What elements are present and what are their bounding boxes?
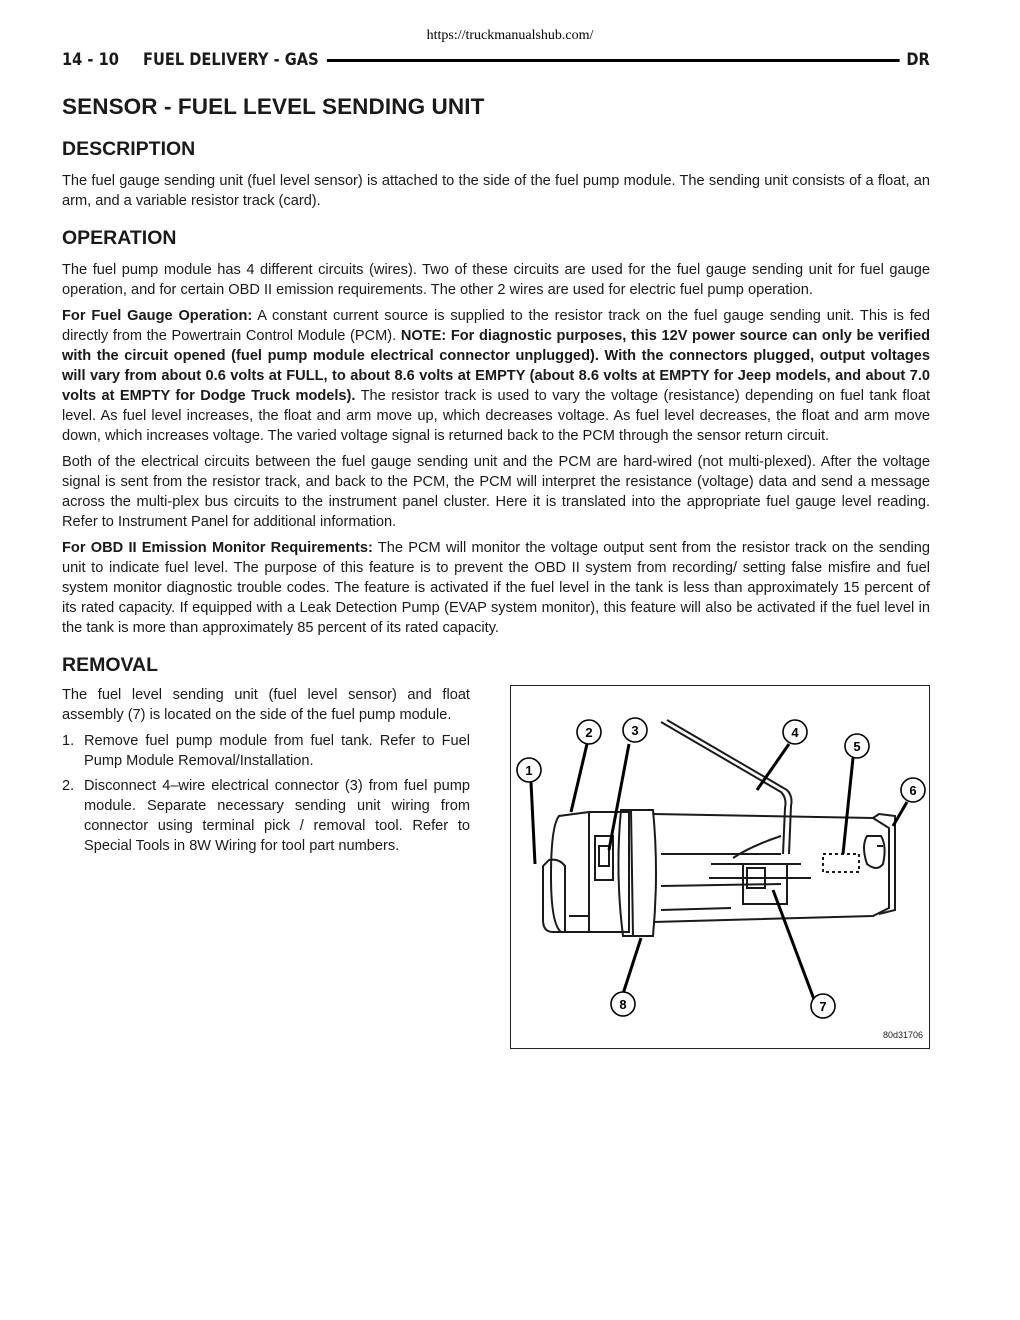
header-rule — [327, 59, 899, 62]
callout-1-label: 1 — [525, 763, 533, 778]
fuel-gauge-operation-text-a: A constant current source is supplied to the resistor track on the fuel gauge sending unit. This is fed directly from the Powertrain Control Module (PCM). — [62, 308, 930, 344]
callout-6-label: 6 — [909, 783, 917, 798]
callout-2-label: 2 — [585, 725, 593, 740]
removal-step — [62, 776, 470, 856]
callout-6 — [901, 778, 925, 802]
fuel-gauge-operation-text-b: The resistor track is used to vary the voltage (resistance) depending on fuel tank float level. As fuel level increases, the float and arm move up, which decreases voltage. As fuel level decreases, the float and arm move down, which increases voltage. The varied voltage signal is returned back to the PCM through the sensor return circuit. — [62, 388, 930, 444]
page-title: SENSOR - FUEL LEVEL SENDING UNIT — [62, 94, 485, 119]
removal-text-column — [62, 685, 470, 861]
running-head — [62, 48, 930, 72]
callout-3 — [623, 718, 647, 742]
description-text: The fuel gauge sending unit (fuel level sensor) is attached to the side of the fuel pump module. The sending unit consists of a float, an arm, and a variable resistor track (card). — [62, 173, 930, 209]
obd-monitor-text: The PCM will monitor the voltage output sent from the resistor track on the sending unit to indicate fuel level. The purpose of this feature is to prevent the OBD II system from recording/ setting false misfire and fuel system monitor diagnostic trouble codes. The feature is activated if the fuel level in the tank is less than approximately 15 percent of its rated capacity. If equipped with a Leak Detection Pump (EVAP system monitor), this feature will also be activated if the fuel level in the tank is more than approximately 85 percent of its rated capacity. — [62, 540, 931, 636]
diagnostic-note: NOTE: For diagnostic purposes, this 12V power source can only be verified with the circuit opened (fuel pump module electrical connector unplugged). With the connectors plugged, output voltages will vary from about 0.6 volts at FULL, to about 8.6 volts at EMPTY (about 8.6 volts at EMPTY for Jeep models, and about 7.0 volts at EMPTY for Dodge Truck models). — [62, 328, 931, 404]
figure-id: 80d31706 — [882, 1030, 923, 1040]
callout-3-label: 3 — [631, 723, 639, 738]
callout-2 — [577, 720, 601, 744]
obd-monitor-lead: For OBD II Emission Monitor Requirements: — [62, 540, 373, 556]
operation-paragraph-1: The fuel pump module has 4 different circuits (wires). Two of these circuits are used for the fuel gauge sending unit for fuel gauge operation, and for certain OBD II emission requirements. The other 2 wires are used for electric fuel pump operation. — [62, 262, 930, 298]
fuel-gauge-operation-lead: For Fuel Gauge Operation: — [62, 308, 253, 324]
removal-section — [62, 685, 930, 1040]
operation-paragraph-3: Both of the electrical circuits between the fuel gauge sending unit and the PCM are hard-wired (not multi-plexed). After the voltage signal is sent from the resistor track, and back to the PCM, the PCM will interpret the resistance (voltage) data and send a message across the multi-plex bus circuits to the instrument panel cluster. Here it is translated into the appropriate fuel gauge level reading. Refer to Instrument Panel for additional information. — [62, 454, 930, 530]
fuel-gauge-operation-paragraph — [62, 306, 930, 446]
callout-4 — [783, 720, 807, 744]
step-number: 1. — [62, 733, 75, 749]
step-text: Disconnect 4–wire electrical connector (3) from fuel pump module. Separate necessary sending unit wiring from connector using terminal pick / removal tool. Refer to Special Tools in 8W Wiring for tool part numbers. — [84, 778, 470, 854]
removal-intro: The fuel level sending unit (fuel level sensor) and float assembly (7) is located on the side of the fuel pump module. — [62, 687, 470, 723]
callout-7-label: 7 — [819, 999, 827, 1014]
callout-5-label: 5 — [853, 739, 861, 754]
callout-4-label: 4 — [791, 725, 799, 740]
step-text: Remove fuel pump module from fuel tank. Refer to Fuel Pump Module Removal/Installation. — [84, 733, 470, 769]
removal-heading: REMOVAL — [62, 654, 159, 676]
source-url[interactable]: https://truckmanualshub.com/ — [426, 28, 594, 43]
obd-monitor-paragraph — [62, 538, 930, 638]
callout-7 — [811, 994, 835, 1018]
section-title: FUEL DELIVERY - GAS — [143, 50, 319, 70]
callout-8 — [611, 992, 635, 1016]
removal-step — [62, 731, 470, 771]
fuel-pump-module-figure — [510, 685, 930, 1049]
page-content — [62, 88, 931, 1040]
model-code: DR — [906, 50, 930, 70]
callout-5 — [845, 734, 869, 758]
page-number: 14 - 10 — [62, 50, 119, 70]
description-heading: DESCRIPTION — [62, 138, 196, 160]
callout-8-label: 8 — [619, 997, 627, 1012]
callout-1 — [517, 758, 541, 782]
operation-heading: OPERATION — [62, 227, 177, 249]
module-drawing — [543, 720, 895, 936]
fuel-pump-module-illustration — [511, 686, 929, 1048]
removal-steps — [62, 731, 470, 856]
step-number: 2. — [62, 778, 75, 794]
